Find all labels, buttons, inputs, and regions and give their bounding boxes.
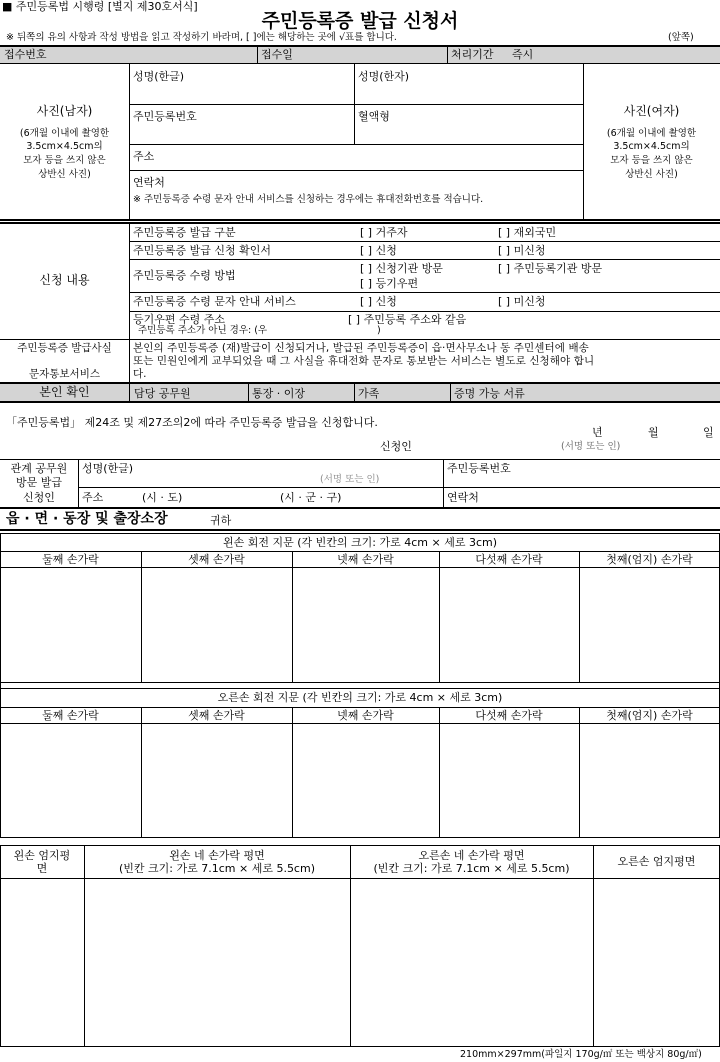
right-finger-label: 셋째 손가락 (188, 709, 245, 722)
divider (0, 459, 720, 460)
visit-address-sigungu: (시 · 군 · 구) (280, 491, 342, 504)
photo-female-instructions: 모자 등을 쓰지 않은 (610, 155, 693, 166)
divider (0, 707, 720, 708)
name-hanja-label: 성명(한자) (358, 70, 410, 83)
applicant-signature-label: 신청인 (380, 440, 412, 453)
right-finger-label: 첫째(엄지) 손가락 (606, 709, 693, 722)
recipient-office: 읍 · 면 · 동장 및 출장소장 (6, 511, 168, 527)
identity-family-option[interactable]: 가족 (358, 387, 380, 400)
receipt-row-background (0, 46, 720, 63)
divider (0, 551, 720, 552)
divider (0, 723, 720, 724)
blood-type-field[interactable] (355, 124, 583, 144)
divider (354, 384, 355, 401)
applicant-signature-hint: (서명 또는 인) (561, 441, 621, 452)
left-finger-label: 셋째 손가락 (188, 553, 245, 566)
name-korean-field[interactable] (130, 84, 354, 104)
divider (443, 460, 444, 508)
issue-type-label: 주민등록증 발급 구분 (133, 226, 236, 239)
official-visit-label: 신청인 (23, 491, 55, 504)
visit-contact-field[interactable] (490, 489, 718, 506)
postal-address-label: 등기우편 수령 주소 (133, 313, 226, 326)
date-day-label: 일 (703, 426, 714, 439)
confirmation-apply-checkbox[interactable]: [ ] 신청 (360, 244, 397, 257)
processing-period-value: 즉시 (512, 48, 534, 61)
declaration-text: 「주민등록법」 제24조 및 제27조의2에 따라 주민등록증 발급을 신청합니다. (6, 416, 378, 429)
processing-period-label: 처리기간 (451, 48, 494, 61)
postal-close-paren: ) (377, 325, 381, 336)
divider (129, 144, 583, 145)
photo-male-instructions: 3.5cm×4.5cm의 (26, 141, 103, 152)
divider (447, 46, 448, 63)
sms-apply-checkbox[interactable]: [ ] 신청 (360, 295, 397, 308)
photo-female-instructions: 3.5cm×4.5cm의 (613, 141, 690, 152)
left-thumb-flat-label: 면 (36, 862, 48, 875)
contact-note: ※ 주민등록증 수령 문자 안내 서비스를 신청하는 경우에는 휴대전화번호를 적습니다. (133, 194, 484, 205)
date-year-label: 년 (592, 426, 603, 439)
photo-female-instructions: (6개월 이내에 촬영한 (606, 128, 697, 139)
divider (0, 222, 720, 224)
left-fingerprint-title: 왼손 회전 지문 (각 빈칸의 크기: 가로 4cm × 세로 3cm) (222, 536, 497, 549)
paper-spec: 210mm×297mm(파일지 170g/㎡ 또는 백상지 80g/㎡) (460, 1049, 702, 1060)
issue-type-overseas-checkbox[interactable]: [ ] 재외국민 (498, 226, 557, 239)
visit-address-label: 주소 (82, 491, 104, 504)
right-four-flat-size: (빈칸 크기: 가로 7.1cm × 세로 5.5cm) (373, 862, 570, 875)
left-finger-label: 넷째 손가락 (337, 553, 394, 566)
left-finger-label: 첫째(엄지) 손가락 (606, 553, 693, 566)
divider (84, 845, 85, 1047)
left-finger-label: 둘째 손가락 (42, 553, 99, 566)
resident-number-label: 주민등록번호 (133, 110, 197, 123)
divider (292, 707, 293, 838)
page-side-label: (앞쪽) (668, 32, 694, 43)
application-section-label: 신청 내용 (39, 273, 90, 287)
divider (129, 259, 720, 260)
postal-code-field[interactable] (300, 324, 374, 337)
divider (257, 46, 258, 63)
divider (0, 339, 720, 340)
receipt-number-label: 접수번호 (4, 48, 47, 61)
postal-same-address-checkbox[interactable]: [ ] 주민등록 주소와 같음 (348, 313, 467, 326)
address-field[interactable] (170, 146, 582, 169)
divider (129, 170, 583, 171)
divider (0, 507, 720, 509)
right-four-flat-label: 오른손 네 손가락 평면 (418, 849, 525, 862)
resident-number-field[interactable] (130, 124, 354, 144)
divider (78, 460, 79, 508)
address-label: 주소 (133, 150, 155, 163)
left-four-flat-size: (빈칸 크기: 가로 7.1cm × 세로 5.5cm) (118, 862, 315, 875)
divider (0, 63, 720, 64)
divider (129, 311, 720, 312)
divider (129, 340, 130, 382)
notice-service-label: 주민등록증 발급사실 (17, 342, 112, 354)
sms-decline-checkbox[interactable]: [ ] 미신청 (498, 295, 546, 308)
left-finger-label: 다섯째 손가락 (475, 553, 543, 566)
divider (0, 567, 720, 568)
divider (141, 707, 142, 838)
divider (78, 487, 720, 488)
confirmation-decline-checkbox[interactable]: [ ] 미신청 (498, 244, 546, 257)
right-fingerprint-title: 오른손 회전 지문 (각 빈칸의 크기: 가로 4cm × 세로 3cm) (217, 691, 503, 704)
divider (0, 401, 720, 403)
divider (0, 688, 720, 689)
divider (579, 707, 580, 838)
page-title: 주민등록증 발급 신청서 (261, 10, 459, 32)
photo-female-title: 사진(여자) (623, 104, 680, 118)
divider (248, 384, 249, 401)
postal-other-address-label: 주민등록 주소가 아닌 경우: (우 (138, 325, 268, 336)
applicant-signature-field[interactable] (420, 436, 560, 454)
official-visit-label: 방문 발급 (15, 476, 62, 489)
visit-name-label: 성명(한글) (82, 462, 134, 475)
photo-male-instructions: 상반신 사진) (38, 169, 91, 180)
table-gap (1, 683, 719, 688)
issue-type-resident-checkbox[interactable]: [ ] 거주자 (360, 226, 408, 239)
visit-resident-number-label: 주민등록번호 (447, 462, 511, 475)
instruction-note: ※ 뒤쪽의 유의 사항과 작성 방법을 읽고 작성하기 바라며, [ ]에는 해당하는 곳에 √표를 합니다. (6, 32, 397, 43)
visit-contact-label: 연락처 (447, 491, 479, 504)
photo-male-instructions: 모자 등을 쓰지 않은 (23, 155, 106, 166)
divider (439, 707, 440, 838)
photo-female-instructions: 상반신 사진) (625, 169, 678, 180)
visit-resident-number-field[interactable] (530, 461, 718, 486)
contact-label: 연락처 (133, 176, 165, 189)
divider (0, 382, 720, 384)
identity-check-label: 본인 확인 (39, 385, 90, 399)
divider (129, 292, 720, 293)
visit-name-field[interactable] (140, 461, 440, 486)
divider (129, 241, 720, 242)
name-hanja-field[interactable] (355, 84, 583, 104)
left-four-flat-label: 왼손 네 손가락 평면 (169, 849, 265, 862)
receive-method-label: 주민등록증 수령 방법 (133, 269, 236, 282)
divider (450, 384, 451, 401)
divider (439, 551, 440, 682)
visit-signature-hint: (서명 또는 인) (320, 474, 380, 485)
right-finger-label: 넷째 손가락 (337, 709, 394, 722)
divider (0, 878, 720, 879)
receive-registry-visit-checkbox[interactable]: [ ] 주민등록기관 방문 (498, 262, 603, 275)
right-finger-label: 다섯째 손가락 (475, 709, 543, 722)
identity-document-option[interactable]: 증명 가능 서류 (454, 387, 525, 400)
name-korean-label: 성명(한글) (133, 70, 185, 83)
date-month-label: 월 (648, 426, 659, 439)
official-visit-label: 관계 공무원 (10, 462, 68, 475)
divider (129, 104, 583, 105)
divider (0, 45, 720, 47)
recipient-suffix: 귀하 (210, 514, 232, 527)
identity-official-option[interactable]: 담당 공무원 (134, 387, 191, 400)
receive-registered-mail-checkbox[interactable]: [ ] 등기우편 (360, 277, 419, 290)
divider (129, 384, 130, 401)
photo-male-instructions: (6개월 이내에 촬영한 (19, 128, 110, 139)
receipt-date-label: 접수일 (261, 48, 293, 61)
visit-address-sido: (시 · 도) (142, 491, 183, 504)
left-thumb-flat-label: 왼손 엄지평 (13, 849, 71, 862)
divider (0, 529, 720, 531)
photo-male-title: 사진(남자) (36, 104, 93, 118)
divider (0, 219, 720, 221)
notice-service-text: 다. (133, 368, 147, 380)
notice-service-text: 본인의 주민등록증 (재)발급이 신청되거나, 발급된 주민등록증이 읍·면사무소나 동 주민센터에 배송 (133, 342, 589, 354)
sms-service-label: 주민등록증 수령 문자 안내 서비스 (133, 295, 296, 308)
right-finger-label: 둘째 손가락 (42, 709, 99, 722)
divider (141, 551, 142, 682)
blood-type-label: 혈액형 (358, 110, 390, 123)
receive-agency-visit-checkbox[interactable]: [ ] 신청기관 방문 (360, 262, 443, 275)
flat-print-table (0, 845, 720, 1047)
notice-service-text: 또는 민원인에게 교부되었을 때 그 사실을 휴대전화 문자로 통보받는 서비스는 별도로 신청해야 합니 (133, 355, 595, 367)
identity-village-head-option[interactable]: 통장 · 이장 (252, 387, 305, 400)
confirmation-label: 주민등록증 발급 신청 확인서 (133, 244, 272, 257)
divider (579, 551, 580, 682)
divider (292, 551, 293, 682)
notice-service-label: 문자통보서비스 (28, 368, 100, 380)
right-thumb-flat-label: 오른손 엄지평면 (617, 855, 696, 868)
regulation-reference: ■ 주민등록법 시행령 [별지 제30호서식] (2, 0, 198, 13)
divider (593, 845, 594, 1047)
divider (350, 845, 351, 1047)
